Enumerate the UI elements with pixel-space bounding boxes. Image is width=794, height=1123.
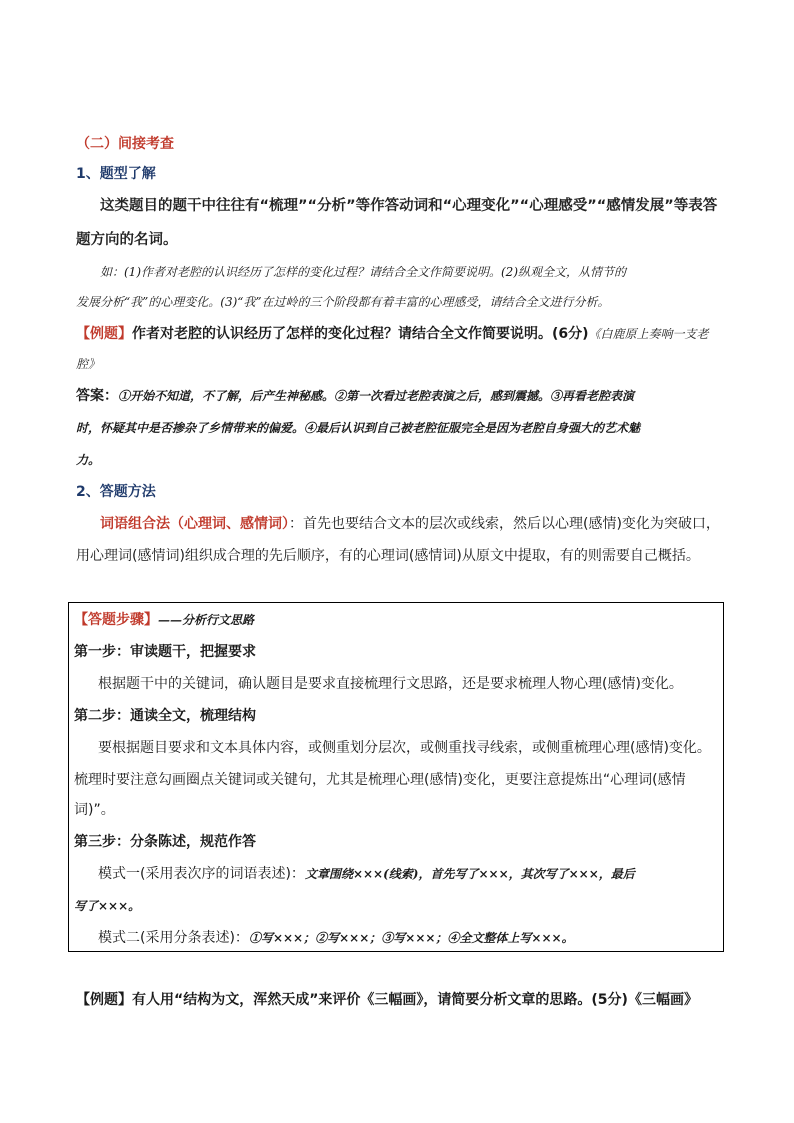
method-line1 [100,514,720,534]
section-heading: （二）间接考查 [76,136,174,152]
subheading-method: 2、答题方法 [76,484,156,500]
step2-text-line2: 梳理时要注意勾画圈点关键词或关键句，尤其是梳理心理(感情)变化，更要注意提炼出“心理词(感情 [74,772,686,788]
mode2-text: ①写×××；②写×××；③写×××；④全文整体上写×××。 [248,931,574,945]
method-line2: 用心理词(感情词)组织成合理的先后顺序，有的心理词(感情词)从原文中提取，有的则需要自己概括。 [76,548,700,564]
example2-tag: 【例题】 [76,992,132,1008]
answer-label: 答案： [76,388,118,404]
example-questions-line1: 如：(1)作者对老腔的认识经历了怎样的变化过程？请结合全文作简要说明。(2)纵观全文，从情节的 [100,265,626,279]
steps-tag-suffix: ——分析行文思路 [158,613,255,627]
subheading-question-type: 1、题型了解 [76,166,156,182]
step2-title: 第二步：通读全文，梳理结构 [74,708,256,724]
method-text-1: ：首先也要结合文本的层次或线索，然后以心理(感情)变化为突破口， [289,516,720,532]
mode2-line [98,928,574,948]
mode1-prefix: 模式一(采用表次序的词语表述)： [98,866,305,882]
step3-title: 第三步：分条陈述，规范作答 [74,834,256,850]
example1-line1 [76,324,709,344]
steps-tag: 【答题步骤】 [74,612,158,628]
steps-box-header [74,610,254,630]
mode2-prefix: 模式二(采用分条表述)： [98,930,249,946]
example1-source-cont: 腔》 [76,357,101,371]
step1-title: 第一步：审读题干，把握要求 [74,644,256,660]
example1-question: 作者对老腔的认识经历了怎样的变化过程？请结合全文作简要说明。(6分) [132,326,589,342]
answer-line3: 力。 [76,453,101,467]
mode1-line1 [98,864,635,884]
answer-text-1: ①开始不知道，不了解，后产生神秘感。②第一次看过老腔表演之后，感到震撼。③再看老腔表演 [118,389,635,403]
method-label: 词语组合法（心理词、感情词） [100,516,289,532]
answer-line2: 时，怀疑其中是否掺杂了乡情带来的偏爱。④最后认识到自己被老腔征服完全是因为老腔自身强大的艺术魅 [76,421,641,435]
example1-source: 《白鹿原上奏响一支老 [588,327,709,341]
example-questions-line2: 发展分析“我”的心理变化。(3)“我”在过岭的三个阶段都有着丰富的心理感受，请结合全文进行分析。 [76,295,610,309]
example2-line [76,990,698,1010]
intro-paragraph-line2: 题方向的名词。 [76,232,178,248]
intro-paragraph-line1: 这类题目的题干中往往有“梳理”“分析”等作答动词和“心理变化”“心理感受”“感情发展”等表答 [100,198,718,214]
step1-text: 根据题干中的关键词，确认题目是要求直接梳理行文思路，还是要求梳理人物心理(感情)变化。 [98,676,683,692]
answer-line1 [76,386,634,406]
mode1-text: 文章围绕×××(线索)，首先写了×××，其次写了×××，最后 [304,867,635,881]
mode1-line2: 写了×××。 [74,899,141,913]
step2-text-line3: 词)”。 [74,802,115,818]
example2-text: 有人用“结构为文，浑然天成”来评价《三幅画》，请简要分析文章的思路。(5分)《三幅画》 [132,992,698,1008]
step2-text-line1: 要根据题目要求和文本具体内容，或侧重划分层次，或侧重找寻线索，或侧重梳理心理(感情)变化。 [98,740,711,756]
example-tag: 【例题】 [76,326,132,342]
